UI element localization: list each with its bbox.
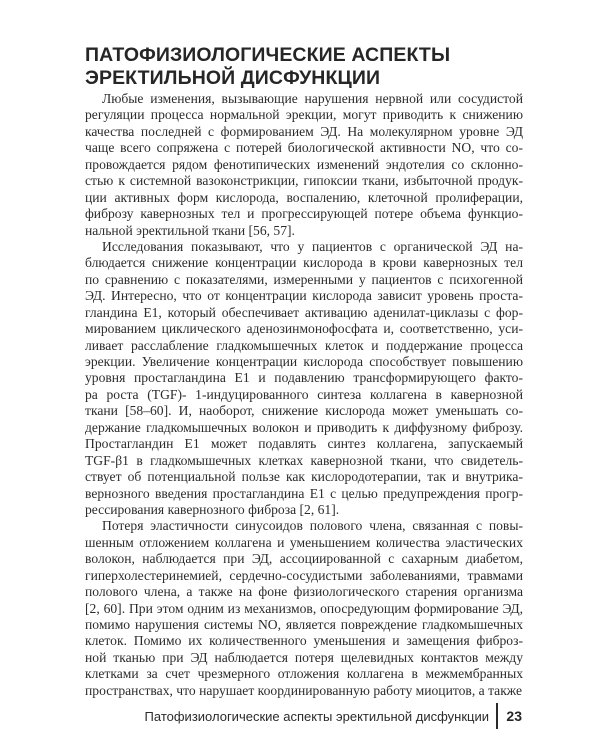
text-line: Любые изменения, вызывающие нарушения нервной или сосудистой: [102, 91, 523, 106]
text-line: нальной эректильной ткани [56, 57].: [85, 222, 295, 238]
text-line: TGF-β1 в гладкомышечных клетках кавернозной ткани, что свидетель-: [85, 452, 523, 468]
paragraph: [85, 239, 523, 518]
text-line: ции активных форм кислорода, воспалению, клеточной пролиферации,: [85, 189, 523, 205]
text-line: клеток. Помимо их количественного уменьшения и замещения фиброз-: [85, 633, 523, 649]
paragraph: [85, 518, 523, 699]
text-line: ткани [58–60]. И, наоборот, снижение кислорода может уменьшать со-: [85, 403, 523, 419]
text-line: чаще всего сопряжена с потерей биологической активности NO, что со-: [85, 140, 523, 156]
text-line: вернозного введения простагландина Е1 с целью предупреждения прогр-: [85, 485, 523, 501]
text-line: Простагландин Е1 может подавлять синтез коллагена, запускаемый: [85, 436, 523, 452]
section-title: [85, 44, 525, 90]
text-line: ливает расслабление гладкомышечных клеток и поддержание процесса: [85, 337, 523, 353]
text-line: стью к системной вазоконстрикции, гипоксии ткани, избыточной продук-: [85, 173, 523, 189]
text-line: эрекции. Увеличение концентрации кислорода способствует повышению: [85, 354, 523, 369]
text-line: фиброзу кавернозных тел и прогрессирующей потере объема функцио-: [85, 206, 523, 222]
text-line: ЭД. Интересно, что от концентрации кислорода зависит уровень проста-: [85, 288, 523, 304]
text-line: провождается рядом фенотипических изменений эндотелия со склонно-: [85, 156, 523, 172]
text-line: регуляции процесса нормальной эрекции, могут приводить к снижению: [85, 107, 523, 123]
body-text: [85, 91, 523, 699]
text-line: полового члена, а также на фоне физиологического старения организма: [85, 584, 523, 600]
text-line: по сравнению с показателями, измеренными у пациентов с психогенной: [85, 271, 523, 287]
text-line: гландина Е1, который обеспечивает активацию аденилат-циклазы с фор-: [85, 304, 523, 320]
text-line: качества последней с формированием ЭД. На молекулярном уровне ЭД: [85, 123, 523, 139]
text-line: Исследования показывают, что у пациентов с органической ЭД на-: [102, 238, 523, 254]
text-line: волокон, наблюдается при ЭД, ассоциированной с сахарным диабетом,: [85, 551, 523, 567]
page-footer: [85, 706, 525, 732]
text-line: ной тканью при ЭД наблюдается потеря щелевидных контактов между: [85, 649, 523, 665]
text-line: [2, 60]. При этом одним из механизмов, опосредующим формирование ЭД,: [85, 600, 523, 616]
text-line: гиперхолестеринемией, сердечно-сосудистыми заболеваниями, травмами: [85, 567, 523, 583]
text-line: шенным отложением коллагена и уменьшением количества эластических: [85, 534, 523, 550]
footer-divider: [496, 703, 498, 729]
text-line: держание гладкомышечных волокон и приводить к диффузному фиброзу.: [85, 419, 523, 435]
section-title-line: ЭРЕКТИЛЬНОЙ ДИСФУНКЦИИ: [85, 67, 381, 89]
text-line: пространствах, что нарушает координированную работу миоцитов, а также: [85, 682, 523, 698]
text-line: ра роста (TGF)- 1-индуцированного синтеза коллагена в кавернозной: [85, 386, 523, 402]
text-line: мированием циклического аденозинмонофосфата и, соответственно, уси-: [85, 321, 523, 337]
text-line: клетками за счет чрезмерного отложения коллагена в межмембранных: [85, 666, 523, 682]
text-line: уровня простагландина Е1 и подавлению трансформирующего факто-: [85, 370, 523, 386]
section-title-line: ПАТОФИЗИОЛОГИЧЕСКИЕ АСПЕКТЫ: [85, 44, 451, 66]
page-number: 23: [506, 708, 522, 724]
running-title: Патофизиологические аспекты эректильной дисфункции: [144, 709, 489, 724]
text-line: помимо нарушения системы NO, является повреждение гладкомышечных: [85, 617, 523, 632]
text-line: блюдается снижение концентрации кислорода в крови кавернозных тел: [85, 255, 523, 271]
text-line: рессирования кавернозного фиброза [2, 61].: [85, 501, 340, 517]
text-line: Потеря эластичности синусоидов полового члена, связанная с повы-: [102, 518, 523, 534]
text-line: ствует об потенциальной пользе как кислородотерапии, так и внутрика-: [85, 469, 523, 485]
paragraph: [85, 91, 523, 239]
